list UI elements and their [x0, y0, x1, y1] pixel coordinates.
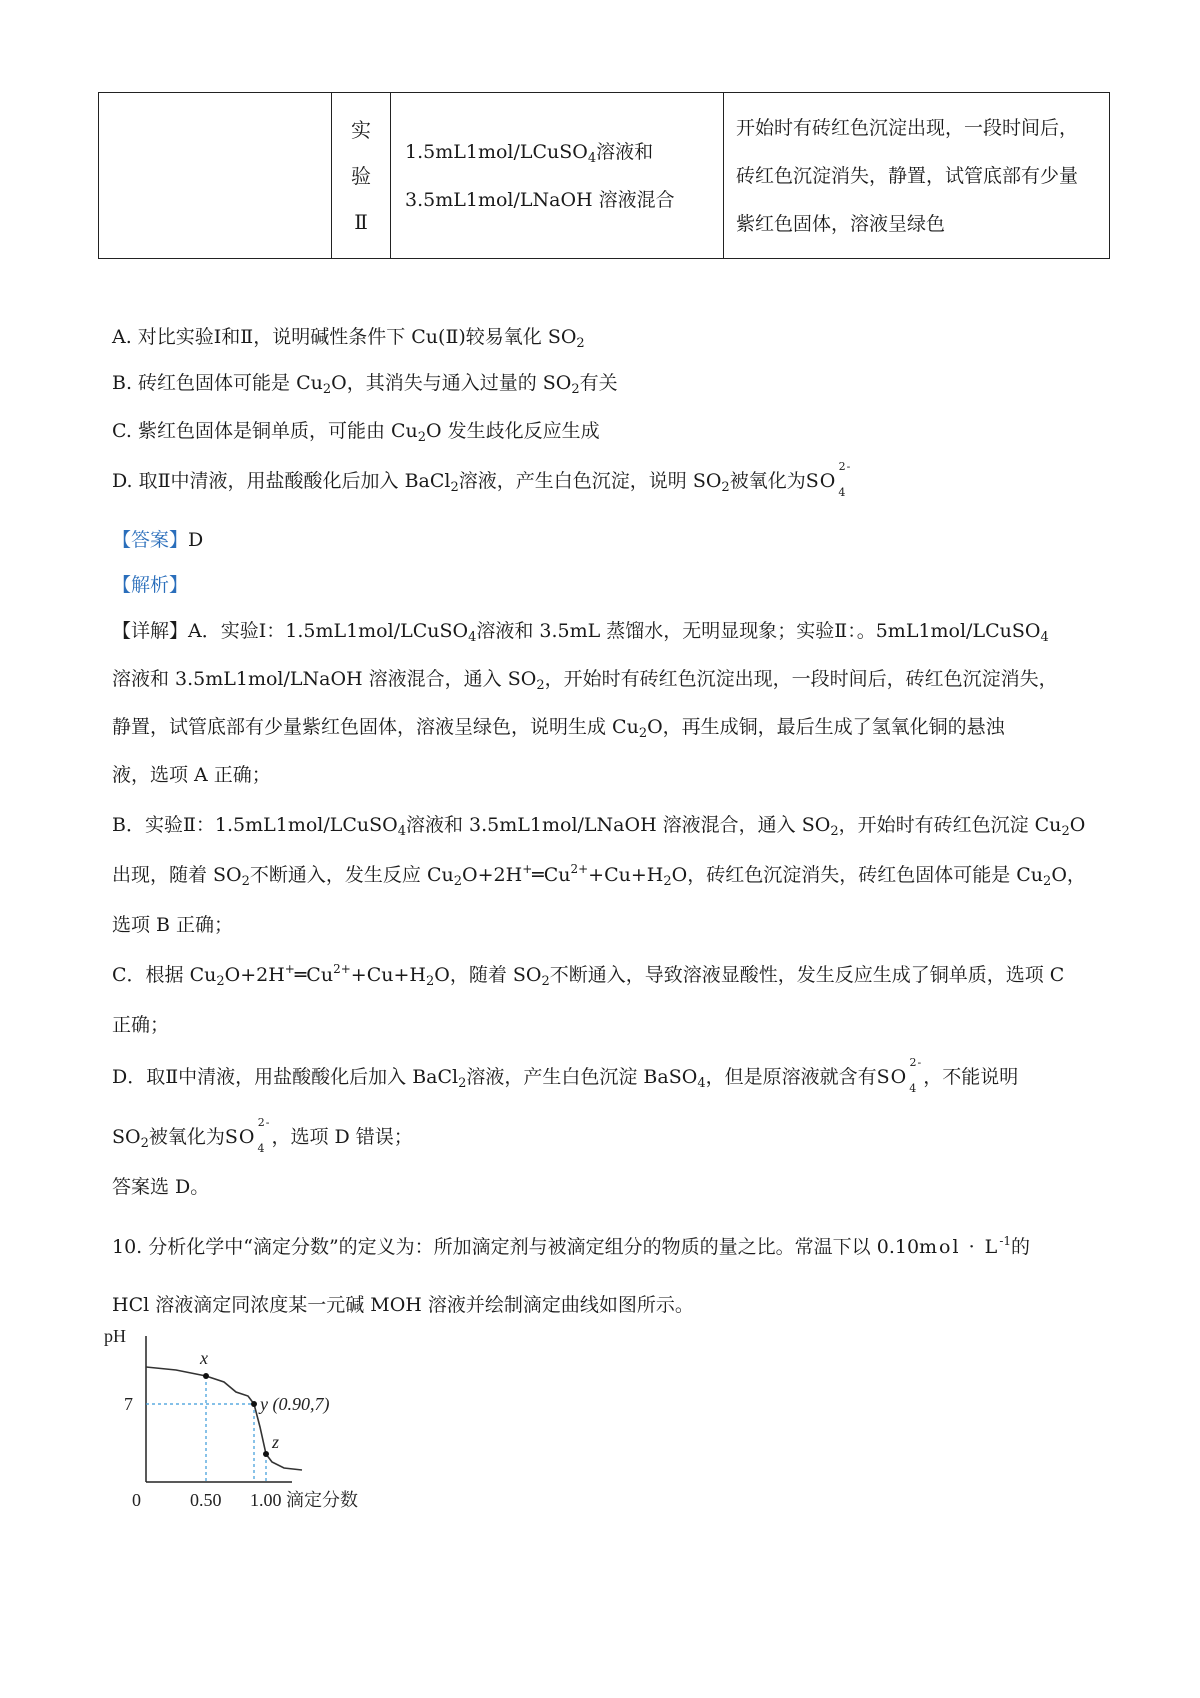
x-tick-label: 0 [132, 1490, 141, 1510]
point-z [263, 1451, 269, 1457]
experiment-label-line: Ⅱ [354, 209, 368, 234]
sulfate-ion: SO 2- 4 [805, 460, 852, 499]
question-10-line-1: 10. 分析化学中“滴定分数”的定义为：所加滴定剂与被滴定组分的物质的量之比。常温下以 $0.10mol \cdot L^{-1}$的 [112, 1234, 1031, 1258]
detail-b-line-3: 选项 B 正确； [112, 914, 234, 936]
reagent-cell [391, 93, 724, 259]
phenomenon-line: 开始时有砖红色沉淀出现，一段时间后， [736, 116, 1079, 139]
option-d: D. 取Ⅱ中清液，用盐酸酸化后加入 BaCl$_2$溶液，产生白色沉淀，说明 $SO_2$被氧化为SO 2- 4 [112, 460, 852, 499]
point-x [203, 1373, 209, 1379]
option-b: B. 砖红色固体可能是 $Cu_2O$，其消失与通入过量的 $SO_2$有关 [112, 372, 618, 397]
detail-c-line-2: 正确； [112, 1014, 170, 1036]
point-y [251, 1401, 257, 1407]
detail-b-line-1: B．实验Ⅱ：1.5mL1mol/LCuSO$_4$溶液和 3.5mL1mol/LNaOH 溶液混合，通入 $SO_2$，开始时有砖红色沉淀 $Cu_2O$ [112, 814, 1086, 839]
analysis-tag: 【解析】 [112, 574, 189, 596]
final-answer-line: 答案选 D。 [112, 1176, 210, 1198]
option-c: C. 紫红色固体是铜单质，可能由 $Cu_2O$ 发生歧化反应生成 [112, 420, 600, 445]
reagent-line: 3.5mL1mol/LNaOH 溶液混合 [405, 188, 675, 211]
detail-c-line-1: C．根据 $Cu_2O+2H^+═Cu^{2+}+Cu+H_2O$，随着 $SO_2$不断通入，导致溶液显酸性，发生反应生成了铜单质，选项 C [112, 962, 1065, 989]
experiment-label-line: 验 [351, 163, 371, 188]
experiment-label-cell [332, 93, 391, 259]
experiment-table [98, 92, 1110, 259]
sulfate-ion: SO 2- 4 [876, 1056, 923, 1095]
phenomenon-line: 砖红色沉淀消失，静置，试管底部有少量 [736, 164, 1079, 187]
detail-a-line-4: 液，选项 A 正确； [112, 764, 271, 786]
point-label-z: z [272, 1432, 280, 1452]
detail-a-line-2: 溶液和 3.5mL1mol/LNaOH 溶液混合，通入 $SO_2$，开始时有砖红色沉淀出现，一段时间后，砖红色沉淀消失， [112, 668, 1058, 693]
question-10-line-2: HCl 溶液滴定同浓度某一元碱 MOH 溶液并绘制滴定曲线如图所示。 [112, 1294, 694, 1316]
point-label-y: y (0.90,7) [260, 1394, 330, 1414]
reagent-line: 1.5mL1mol/LCuSO$_4$溶液和 [405, 140, 654, 166]
y-tick-label: 7 [124, 1394, 133, 1414]
answer-tag: 【答案】 [112, 529, 189, 551]
detail-d-line-1: D．取Ⅱ中清液，用盐酸酸化后加入 BaCl$_2$溶液，产生白色沉淀 BaSO$_4$，但是原溶液就含有SO 2- 4 ，不能说明 [112, 1056, 1019, 1095]
answer-value: D [188, 529, 204, 551]
sulfate-ion: SO 2- 4 [224, 1116, 271, 1155]
y-axis-label: pH [104, 1326, 126, 1346]
x-axis-label: 滴定分数 [286, 1490, 358, 1510]
titration-chart [100, 1322, 400, 1522]
x-tick-label: 0.50 [190, 1490, 222, 1510]
table-row [99, 93, 1110, 259]
detail-a-line-1: 【详解】A．实验Ⅰ：1.5mL1mol/LCuSO$_4$溶液和 3.5mL 蒸馏水，无明显现象；实验Ⅱ：。5mL1mol/LCuSO$_4$ [112, 620, 1049, 645]
phenomenon-line: 紫红色固体，溶液呈绿色 [736, 212, 946, 235]
point-label-x: x [200, 1348, 208, 1368]
x-tick-label: 1.00 [250, 1490, 282, 1510]
experiment-label-line: 实 [351, 117, 371, 142]
phenomenon-cell [724, 93, 1110, 259]
detail-a-line-3: 静置，试管底部有少量紫红色固体，溶液呈绿色，说明生成 $Cu_2O$，再生成铜，最后生成了氢氧化铜的悬浊 [112, 716, 1005, 741]
detail-b-line-2: 出现，随着 $SO_2$不断通入，发生反应 $Cu_2O+2H^+═Cu^{2+}+Cu+H_2O$，砖红色沉淀消失，砖红色固体可能是 $Cu_2O$， [112, 862, 1086, 889]
option-a: A. 对比实验Ⅰ和Ⅱ，说明碱性条件下 Cu(Ⅱ)较易氧化 $SO_2$ [112, 326, 585, 351]
table-cell-empty [99, 93, 332, 259]
detail-d-line-2: $SO_2$被氧化为SO 2- 4 ，选项 D 错误； [112, 1116, 413, 1155]
answer-line [112, 525, 203, 552]
titration-curve [146, 1367, 302, 1470]
